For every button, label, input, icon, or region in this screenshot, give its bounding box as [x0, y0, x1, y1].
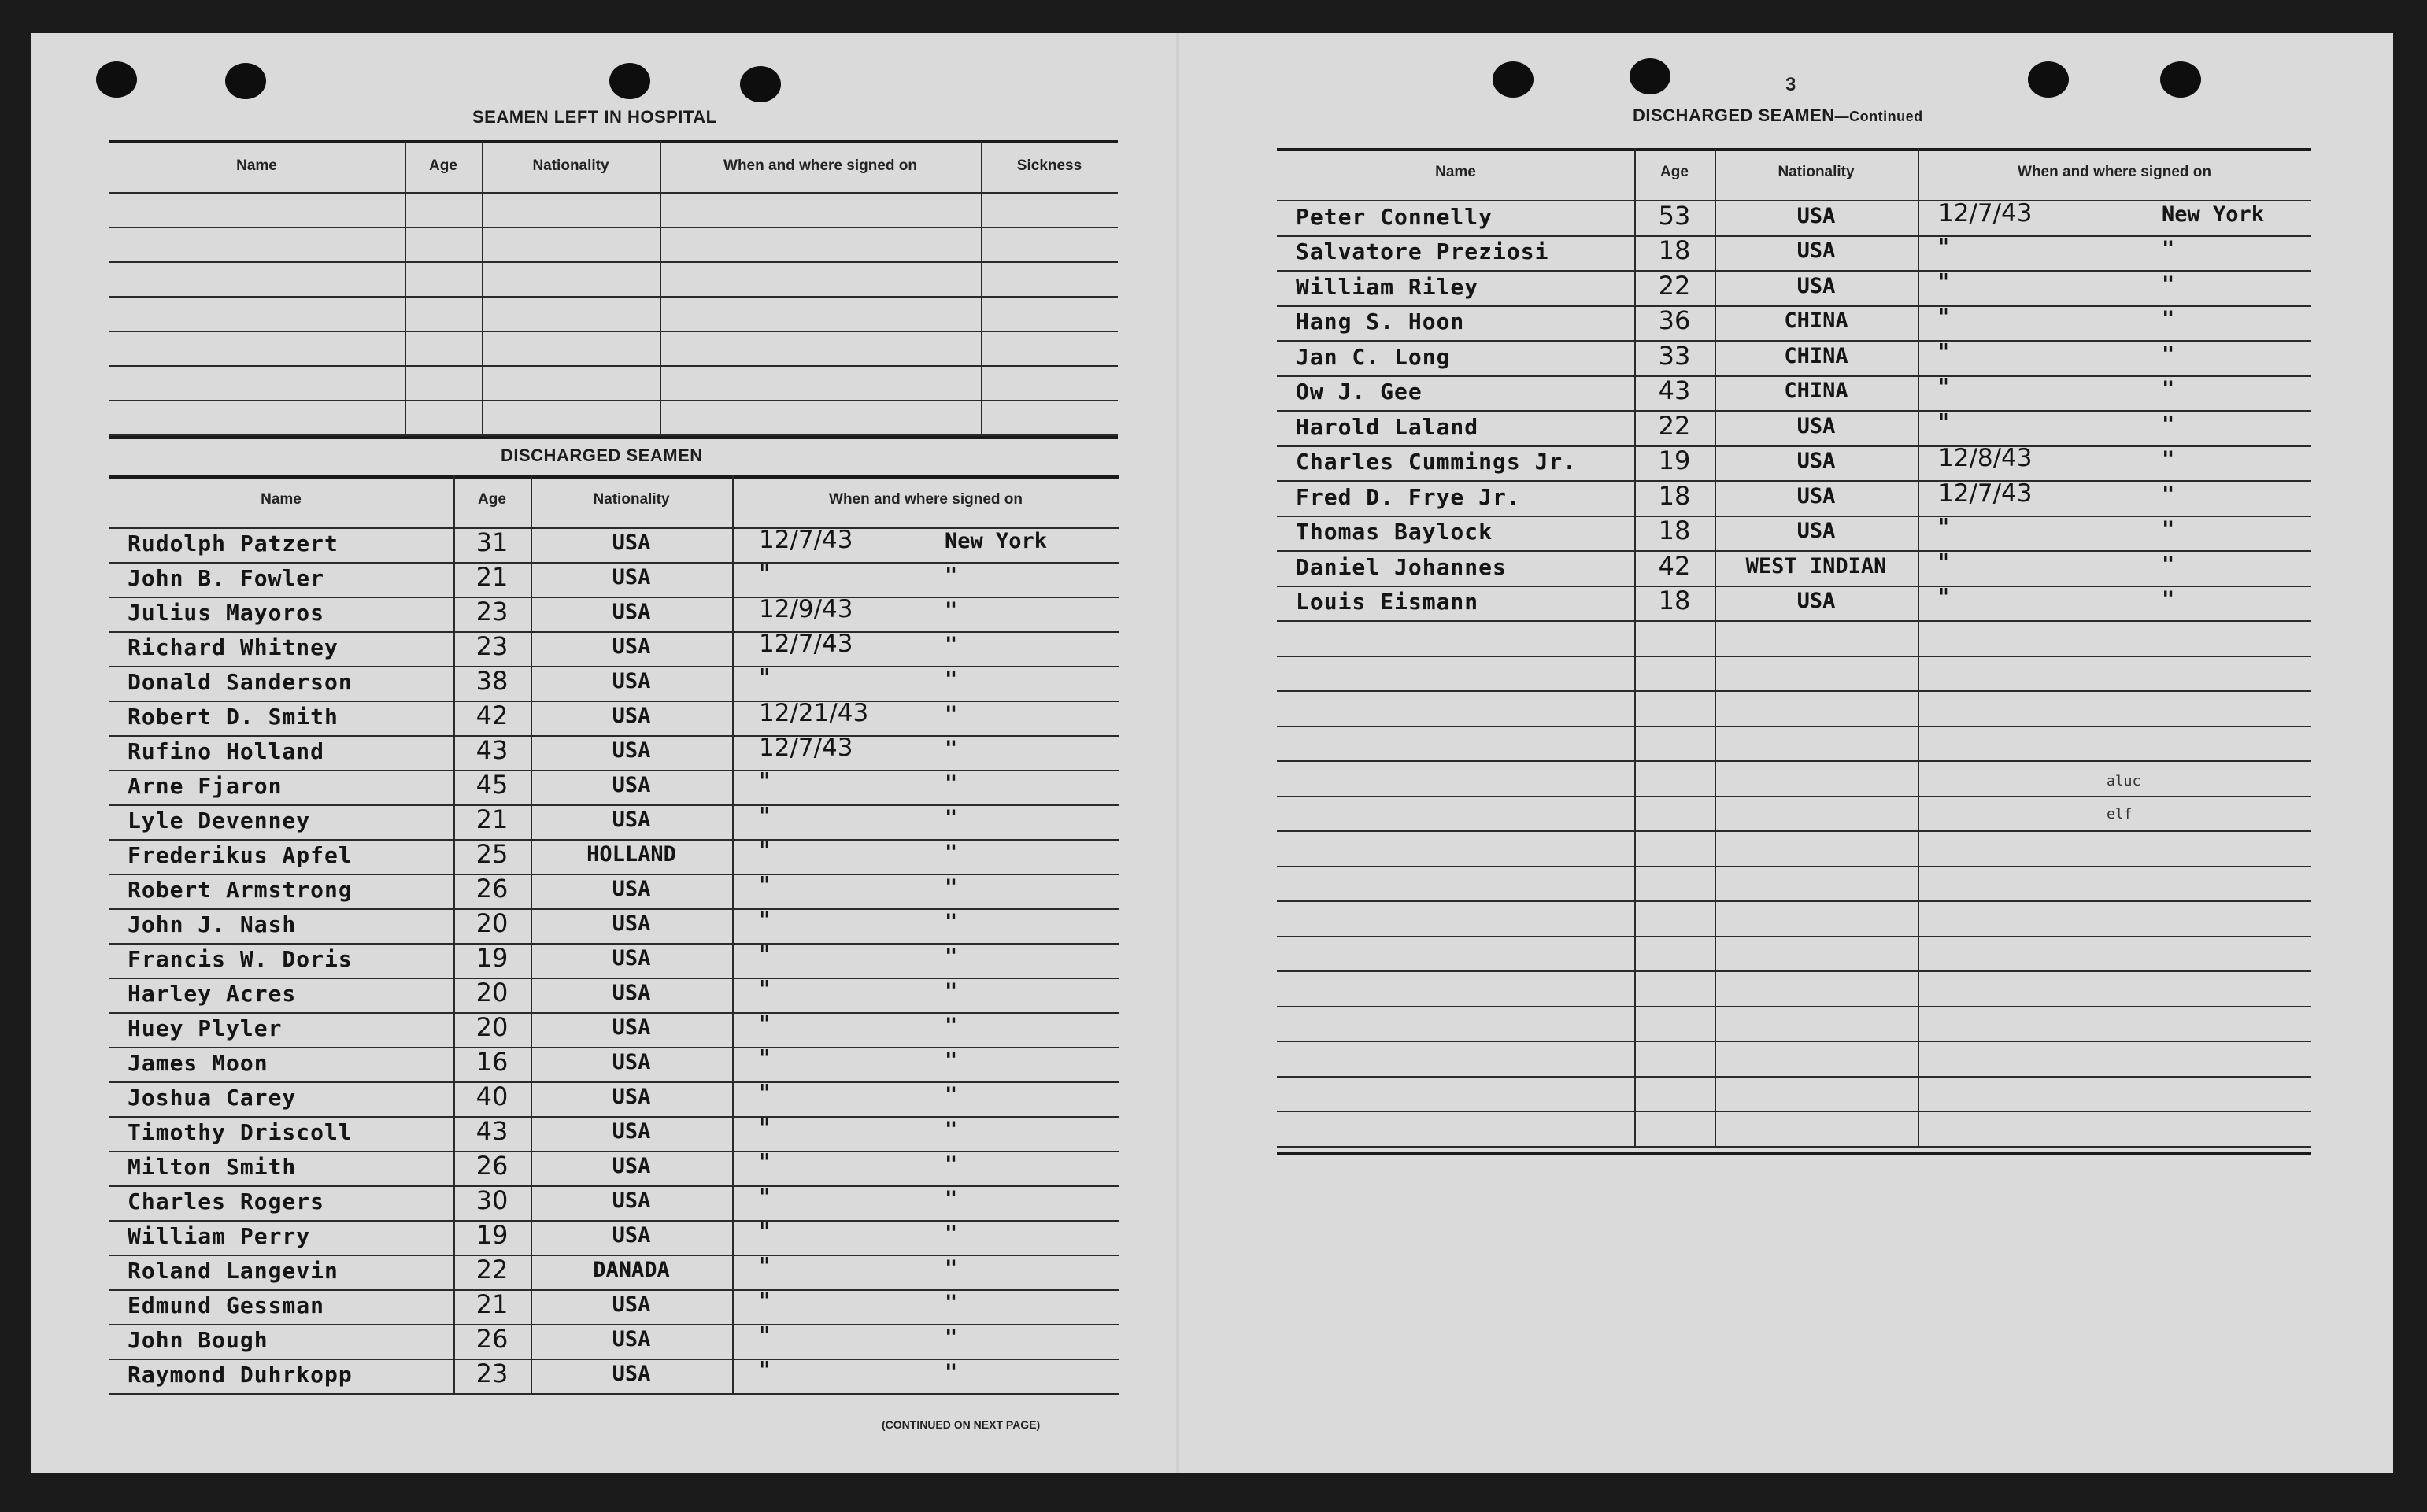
seaman-age: 42 [1658, 550, 1691, 581]
seaman-name: William Perry [128, 1223, 311, 1249]
seaman-name: Robert D. Smith [128, 704, 339, 730]
seaman-name: Raymond Duhrkopp [128, 1362, 353, 1388]
hospital-header-rule [109, 192, 1118, 194]
hospital-col-rule [660, 140, 661, 434]
right-discharged-row-rule [1277, 340, 2311, 342]
seaman-name: John B. Fowler [128, 565, 325, 591]
left-discharged-header-2: Nationality [593, 491, 670, 508]
seaman-name: Jan C. Long [1296, 343, 1451, 370]
seaman-age: 18 [1658, 516, 1691, 545]
seaman-nationality: USA [612, 634, 651, 659]
left-discharged-row-rule [109, 1185, 1119, 1187]
seaman-nationality: USA [612, 704, 651, 728]
seaman-name: James Moon [128, 1050, 268, 1076]
signed-on-place: " [945, 633, 958, 657]
right-discharged-row-rule [1277, 1111, 2311, 1112]
seaman-name: Harold Laland [1296, 413, 1479, 440]
seaman-age: 22 [475, 1255, 509, 1285]
seaman-name: Peter Connelly [1296, 203, 1493, 230]
right-discharged-header-rule [1277, 200, 2311, 201]
left-discharged-header-0: Name [261, 491, 302, 508]
left-discharged-row-rule [109, 804, 1119, 806]
hospital-header-1: Age [429, 157, 457, 174]
signed-on-place: " [2162, 237, 2175, 261]
seaman-nationality: USA [612, 565, 651, 590]
right-discharged-row-rule [1277, 1041, 2311, 1042]
signed-on-date: " [759, 907, 771, 935]
seaman-nationality: DANADA [593, 1258, 670, 1282]
seaman-nationality: USA [1796, 238, 1836, 263]
signed-on-date: " [1938, 234, 1950, 262]
seaman-nationality: CHINA [1784, 343, 1848, 368]
signed-on-place: " [945, 1048, 958, 1073]
hospital-row-rule [109, 331, 1118, 332]
signed-on-date: " [759, 872, 771, 900]
signed-on-date: " [759, 1149, 771, 1177]
seaman-name: Donald Sanderson [128, 669, 353, 695]
left-discharged-row-rule [109, 701, 1119, 702]
page-fold [1176, 33, 1179, 1473]
left-discharged-row-rule [109, 1220, 1119, 1222]
seaman-nationality: USA [1796, 273, 1836, 298]
signed-on-date: " [1938, 514, 1950, 542]
seaman-age: 19 [1658, 445, 1691, 475]
signed-on-date: " [759, 1080, 771, 1108]
seaman-age: 19 [475, 1220, 509, 1250]
seaman-nationality: USA [1796, 483, 1836, 508]
seaman-nationality: USA [612, 738, 651, 763]
punch-hole [2028, 61, 2069, 98]
seaman-nationality: USA [612, 1223, 651, 1248]
signed-on-place: " [945, 1360, 958, 1384]
signed-on-date: 12/9/43 [759, 595, 853, 623]
seaman-nationality: USA [612, 1292, 651, 1317]
seaman-name: Salvatore Preziosi [1296, 238, 1549, 264]
left-discharged-row-rule [109, 666, 1119, 667]
hospital-row-rule [109, 400, 1118, 401]
seaman-nationality: USA [1796, 449, 1836, 473]
right-discharged-row-rule [1277, 1146, 2311, 1148]
right-discharged-row-rule [1277, 656, 2311, 657]
punch-hole [1630, 58, 1670, 94]
seaman-name: Ow J. Gee [1296, 379, 1423, 405]
punch-hole [609, 63, 650, 99]
right-discharged-row-rule [1277, 516, 2311, 517]
right-discharged-header-2: Nationality [1778, 164, 1855, 180]
left-discharged-row-rule [109, 908, 1119, 910]
hospital-col-rule [405, 140, 406, 434]
signed-on-place: " [945, 1083, 958, 1107]
page-number: 3 [1785, 74, 1796, 95]
signed-on-date: 12/7/43 [759, 734, 853, 762]
signed-on-date: " [759, 1218, 771, 1247]
seaman-age: 31 [475, 527, 509, 557]
signed-on-date: 12/8/43 [1938, 444, 2033, 472]
right-discharged-row-rule [1277, 936, 2311, 937]
seaman-nationality: USA [1796, 519, 1836, 543]
signed-on-date: " [759, 1253, 771, 1281]
seaman-nationality: USA [612, 946, 651, 970]
seaman-name: Harley Acres [128, 981, 297, 1007]
hospital-title: SEAMEN LEFT IN HOSPITAL [472, 107, 717, 127]
left-discharged-row-rule [109, 770, 1119, 771]
seaman-age: 43 [475, 1116, 509, 1146]
signed-on-place: " [945, 598, 958, 623]
hospital-row-rule [109, 227, 1118, 228]
left-discharged-row-rule [109, 1324, 1119, 1325]
seaman-age: 16 [475, 1047, 509, 1077]
seaman-nationality: USA [612, 1362, 651, 1386]
left-discharged-row-rule [109, 1047, 1119, 1048]
right-discharged-row-rule [1277, 445, 2311, 447]
signed-on-place: " [945, 945, 958, 969]
discharged-continued-title [1633, 105, 1923, 126]
signed-on-date: " [759, 1357, 771, 1385]
right-discharged-header-0: Name [1435, 164, 1476, 180]
continued-suffix: —Continued [1834, 109, 1923, 124]
seaman-name: Lyle Devenney [128, 808, 311, 834]
stray-marks: aluc elf [2107, 773, 2141, 823]
signed-on-date: " [1938, 304, 1950, 332]
signed-on-place: " [945, 1187, 958, 1211]
seaman-name: Daniel Johannes [1296, 553, 1507, 580]
seaman-nationality: USA [612, 530, 651, 555]
seaman-age: 18 [1658, 235, 1691, 265]
seaman-age: 18 [1658, 480, 1691, 511]
signed-on-date: " [759, 1322, 771, 1351]
punch-hole [96, 61, 137, 98]
hospital-col-rule [981, 140, 982, 434]
seaman-nationality: USA [612, 877, 651, 901]
signed-on-date: " [759, 768, 771, 797]
seaman-age: 38 [475, 666, 509, 696]
signed-on-place: " [945, 841, 958, 865]
left-discharged-row-rule [109, 1151, 1119, 1152]
seaman-age: 22 [1658, 410, 1691, 441]
signed-on-place: New York [2162, 201, 2265, 227]
seaman-age: 26 [475, 1151, 509, 1181]
signed-on-place: " [2162, 482, 2175, 507]
left-discharged-row-rule [109, 1012, 1119, 1014]
signed-on-date: " [759, 560, 771, 589]
seaman-age: 26 [475, 1324, 509, 1354]
hospital-header-0: Name [236, 157, 277, 174]
hospital-header-2: Nationality [532, 157, 609, 174]
seaman-nationality: USA [612, 1015, 651, 1040]
seaman-nationality: HOLLAND [586, 842, 676, 867]
signed-on-place: " [2162, 412, 2175, 437]
left-discharged-row-rule [109, 562, 1119, 564]
seaman-name: Milton Smith [128, 1154, 297, 1180]
punch-hole [740, 66, 781, 102]
signed-on-date: " [1938, 549, 1950, 578]
signed-on-date: " [759, 837, 771, 866]
right-discharged-row-rule [1277, 375, 2311, 377]
seaman-name: John Bough [128, 1327, 268, 1353]
seaman-age: 43 [475, 735, 509, 765]
right-discharged-bottom-rule [1277, 1152, 2311, 1155]
seaman-name: Francis W. Doris [128, 946, 353, 972]
signed-on-place: " [945, 1014, 958, 1038]
continued-footer: (CONTINUED ON NEXT PAGE) [882, 1418, 1041, 1431]
signed-on-date: " [759, 1115, 771, 1143]
punch-hole [1493, 61, 1534, 98]
right-discharged-row-rule [1277, 1006, 2311, 1007]
right-discharged-row-rule [1277, 866, 2311, 867]
seaman-nationality: CHINA [1784, 379, 1848, 403]
seaman-age: 43 [1658, 375, 1691, 405]
right-discharged-row-rule [1277, 900, 2311, 902]
seaman-name: Louis Eismann [1296, 589, 1479, 615]
signed-on-place: " [2162, 342, 2175, 367]
signed-on-date: " [1938, 584, 1950, 612]
seaman-nationality: WEST INDIAN [1745, 553, 1887, 579]
right-discharged-row-rule [1277, 726, 2311, 727]
seaman-age: 23 [475, 597, 509, 627]
signed-on-date: " [759, 1184, 771, 1212]
seaman-nationality: USA [612, 981, 651, 1005]
right-discharged-row-rule [1277, 970, 2311, 972]
seaman-nationality: CHINA [1784, 309, 1848, 333]
seaman-name: Frederikus Apfel [128, 842, 353, 868]
signed-on-date: " [759, 941, 771, 970]
signed-on-place: New York [945, 529, 1048, 553]
signed-on-date: " [759, 1045, 771, 1074]
signed-on-date: 12/21/43 [759, 699, 869, 727]
hospital-row-rule [109, 296, 1118, 298]
signed-on-date: " [1938, 338, 1950, 368]
left-discharged-row-rule [109, 978, 1119, 979]
seaman-name: Thomas Baylock [1296, 519, 1493, 545]
signed-on-place: " [2162, 377, 2175, 401]
left-discharged-row-rule [109, 1359, 1119, 1360]
seaman-nationality: USA [612, 1189, 651, 1213]
signed-on-date: 12/7/43 [759, 526, 853, 554]
right-discharged-col-rule [1918, 148, 1919, 1146]
signed-on-date: " [759, 803, 771, 831]
seaman-name: Charles Rogers [128, 1189, 325, 1214]
right-discharged-row-rule [1277, 270, 2311, 272]
seaman-nationality: USA [612, 1119, 651, 1144]
hospital-col-rule [482, 140, 483, 434]
seaman-age: 36 [1658, 305, 1691, 335]
left-discharged-row-rule [109, 1081, 1119, 1083]
seaman-name: Hang S. Hoon [1296, 309, 1465, 335]
hospital-header-3: When and where signed on [723, 157, 917, 174]
seaman-age: 53 [1658, 200, 1691, 231]
signed-on-date: " [759, 976, 771, 1004]
seaman-age: 22 [1658, 270, 1691, 301]
signed-on-place: " [945, 667, 958, 692]
seaman-age: 20 [475, 978, 509, 1007]
seaman-name: Arne Fjaron [128, 773, 283, 799]
signed-on-place: " [945, 1152, 958, 1177]
seaman-nationality: USA [612, 1327, 651, 1351]
hospital-row-rule [109, 365, 1118, 367]
seaman-age: 23 [475, 631, 509, 661]
signed-on-date: " [759, 1288, 771, 1316]
seaman-name: Fred D. Frye Jr. [1296, 483, 1521, 510]
seaman-name: Julius Mayoros [128, 600, 325, 626]
signed-on-place: " [945, 771, 958, 796]
seaman-age: 33 [1658, 340, 1691, 371]
seaman-nationality: USA [612, 773, 651, 797]
seaman-age: 18 [1658, 586, 1691, 616]
hospital-header-4: Sickness [1016, 157, 1082, 174]
signed-on-date: " [759, 664, 771, 693]
signed-on-date: 12/7/43 [1938, 479, 2033, 508]
signed-on-place: " [945, 1256, 958, 1281]
right-discharged-top-rule [1277, 148, 2311, 151]
seaman-name: Richard Whitney [128, 634, 339, 660]
seaman-name: Rufino Holland [128, 738, 325, 764]
left-discharged-row-rule [109, 1289, 1119, 1291]
signed-on-date: 12/7/43 [759, 630, 853, 658]
seaman-nationality: USA [612, 911, 651, 936]
left-discharged-row-rule [109, 874, 1119, 875]
right-discharged-row-rule [1277, 410, 2311, 412]
right-discharged-row-rule [1277, 305, 2311, 307]
seaman-nationality: USA [612, 1050, 651, 1074]
signed-on-place: " [2162, 587, 2175, 612]
punch-hole [225, 63, 266, 99]
seaman-nationality: USA [1796, 413, 1836, 438]
hospital-top-rule [109, 140, 1118, 143]
discharged-continued-title-text: DISCHARGED SEAMEN [1633, 105, 1835, 125]
seaman-name: Robert Armstrong [128, 877, 353, 903]
seaman-name: Timothy Driscoll [128, 1119, 353, 1145]
left-discharged-row-rule [109, 1116, 1119, 1118]
signed-on-place: " [945, 702, 958, 726]
left-discharged-row-rule [109, 631, 1119, 633]
seaman-nationality: USA [612, 600, 651, 624]
seaman-nationality: USA [612, 808, 651, 832]
right-discharged-header-1: Age [1660, 164, 1689, 180]
seaman-age: 45 [475, 770, 509, 800]
seaman-name: Roland Langevin [128, 1258, 339, 1284]
right-discharged-row-rule [1277, 550, 2311, 552]
seaman-age: 42 [475, 701, 509, 730]
signed-on-place: " [945, 806, 958, 830]
signed-on-date: " [1938, 374, 1950, 402]
hospital-row-rule [109, 261, 1118, 263]
signed-on-place: " [945, 737, 958, 761]
signed-on-place: " [2162, 307, 2175, 331]
seaman-nationality: USA [612, 1085, 651, 1109]
signed-on-place: " [945, 1291, 958, 1315]
left-discharged-header-3: When and where signed on [829, 491, 1023, 508]
seaman-name: Charles Cummings Jr. [1296, 449, 1578, 475]
left-discharged-row-rule [109, 1255, 1119, 1256]
seaman-age: 19 [475, 943, 509, 973]
right-discharged-row-rule [1277, 235, 2311, 237]
seaman-age: 30 [475, 1185, 509, 1215]
signed-on-place: " [945, 1325, 958, 1350]
left-discharged-top-rule [109, 475, 1119, 479]
seaman-age: 26 [475, 874, 509, 904]
right-discharged-row-rule [1277, 586, 2311, 587]
signed-on-place: " [945, 1118, 958, 1142]
seaman-age: 40 [475, 1081, 509, 1111]
left-discharged-col-rule [732, 475, 734, 1393]
right-discharged-row-rule [1277, 1076, 2311, 1078]
seaman-age: 25 [475, 839, 509, 869]
signed-on-place: " [945, 875, 958, 900]
seaman-name: Huey Plyler [128, 1015, 283, 1041]
hospital-bottom-rule [109, 436, 1118, 439]
signed-on-place: " [945, 979, 958, 1004]
left-discharged-header-1: Age [478, 491, 506, 508]
seaman-age: 21 [475, 804, 509, 834]
signed-on-date: " [1938, 408, 1950, 438]
seaman-age: 21 [475, 562, 509, 592]
seaman-name: Rudolph Patzert [128, 530, 339, 556]
crew-list-sheet [31, 33, 2393, 1473]
signed-on-date: 12/7/43 [1938, 198, 2033, 227]
seaman-nationality: USA [612, 669, 651, 693]
seaman-age: 20 [475, 1012, 509, 1042]
signed-on-place: " [2162, 517, 2175, 542]
seaman-name: Joshua Carey [128, 1085, 297, 1111]
seaman-age: 21 [475, 1289, 509, 1319]
seaman-nationality: USA [1796, 589, 1836, 613]
signed-on-place: " [2162, 272, 2175, 297]
right-discharged-header-3: When and where signed on [2018, 164, 2211, 180]
seaman-nationality: USA [1796, 203, 1836, 228]
discharged-title: DISCHARGED SEAMEN [501, 445, 703, 465]
signed-on-place: " [945, 910, 958, 934]
left-discharged-row-rule [109, 597, 1119, 598]
right-discharged-row-rule [1277, 690, 2311, 692]
seaman-name: Edmund Gessman [128, 1292, 325, 1318]
seaman-age: 23 [475, 1359, 509, 1388]
right-discharged-row-rule [1277, 480, 2311, 482]
left-discharged-row-rule [109, 735, 1119, 737]
signed-on-place: " [945, 564, 958, 588]
left-discharged-row-rule [109, 839, 1119, 841]
signed-on-place: " [2162, 447, 2175, 471]
signed-on-place: " [2162, 552, 2175, 577]
left-discharged-row-rule [109, 943, 1119, 945]
right-discharged-row-rule [1277, 620, 2311, 622]
signed-on-date: " [759, 1011, 771, 1039]
signed-on-place: " [945, 1222, 958, 1246]
left-discharged-row-rule [109, 1393, 1119, 1395]
punch-hole [2160, 61, 2201, 98]
seaman-name: William Riley [1296, 273, 1479, 300]
seaman-age: 20 [475, 908, 509, 938]
seaman-name: John J. Nash [128, 911, 297, 937]
seaman-nationality: USA [612, 1154, 651, 1178]
signed-on-date: " [1938, 268, 1950, 298]
right-discharged-row-rule [1277, 760, 2311, 762]
